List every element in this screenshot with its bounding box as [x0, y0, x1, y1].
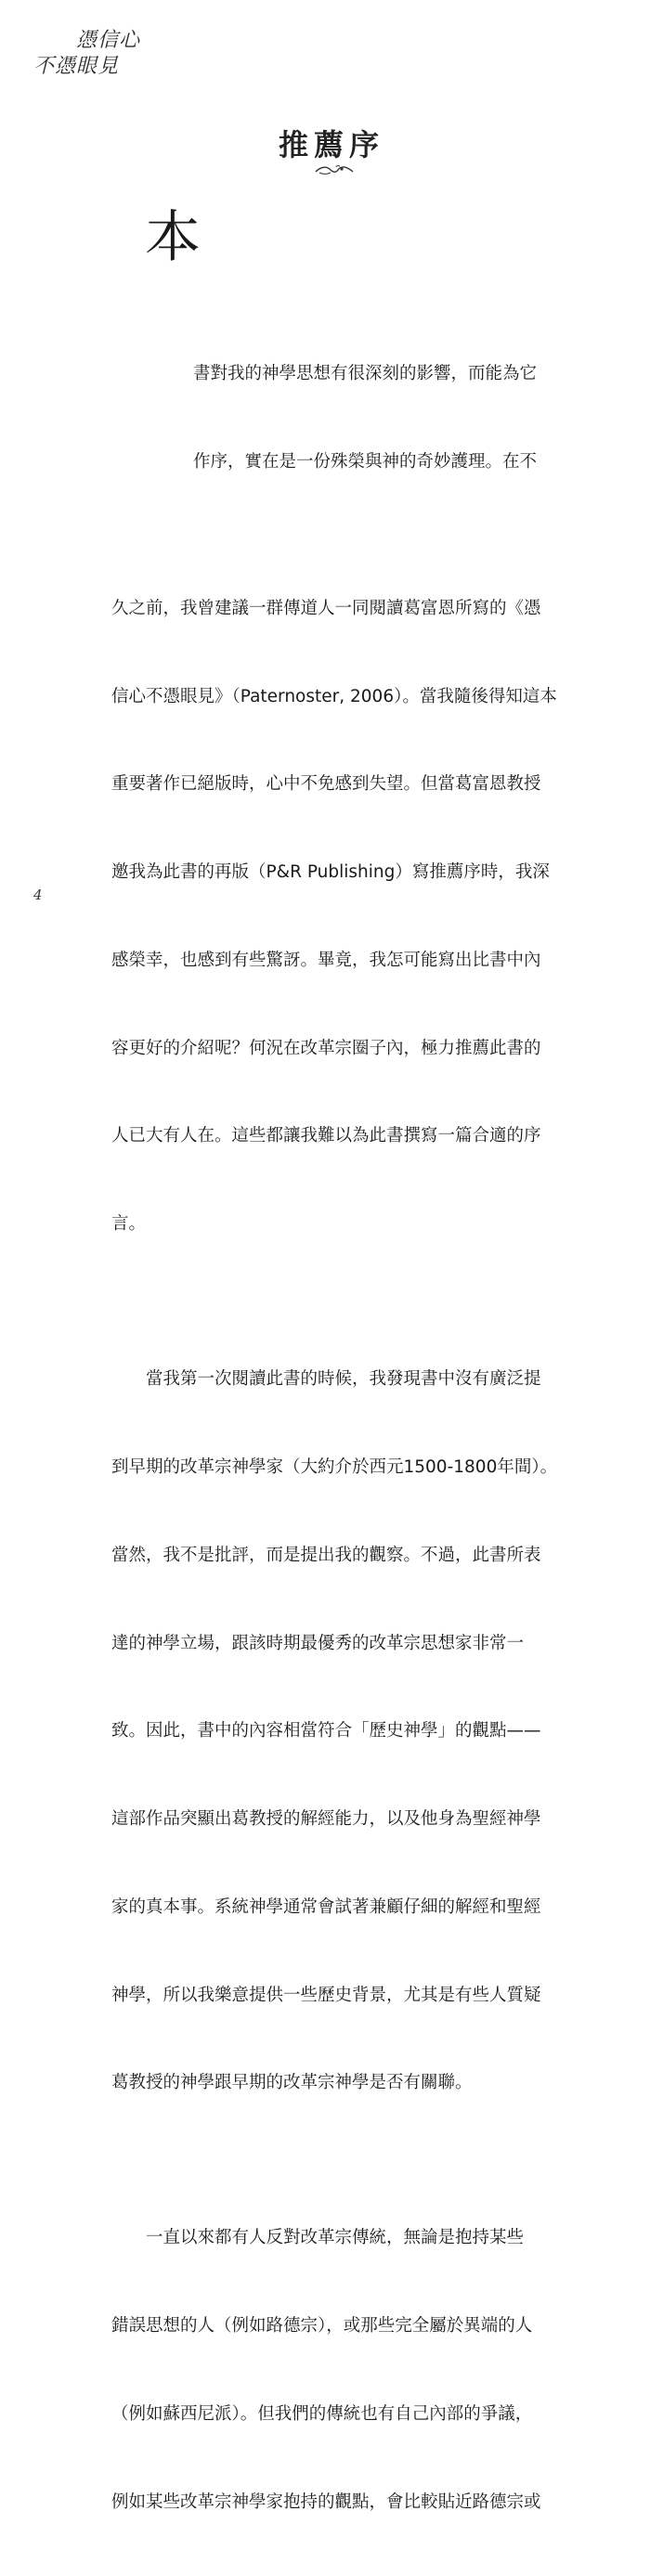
text-line: 神學，所以我樂意提供一些歷史背景，尤其是有些人質疑: [111, 1985, 541, 2005]
text-line: 一直以來都有人反對改革宗傳統，無論是抱持某些: [111, 2228, 525, 2248]
paragraph-2: [111, 1306, 559, 2156]
text-line: 言。: [111, 1214, 147, 1235]
text-line: 重要著作已絕版時，心中不免感到失望。但當葛富恩教授: [111, 774, 541, 795]
running-head-line-1: 憑信心: [76, 29, 141, 52]
page-title: 推薦序: [278, 127, 384, 162]
text-line: 書對我的神學思想有很深刻的影響，而能為它: [193, 363, 538, 383]
text-line: 這部作品突顯出葛教授的解經能力，以及他身為聖經神學: [111, 1809, 541, 1830]
text-line: 邀我為此書的再版（P&R Publishing）寫推薦序時，我深: [111, 862, 550, 883]
text-line: 到早期的改革宗神學家（大約介於西元1500-1800年間）。: [111, 1456, 558, 1477]
text-line: 作序，實在是一份殊榮與神的奇妙護理。在不: [193, 451, 538, 472]
paragraph-3: [111, 2165, 559, 2575]
page-number: 4: [33, 887, 43, 903]
text-line: 感榮幸，也感到有些驚訝。畢竟，我怎可能寫出比書中內: [111, 950, 541, 970]
text-line: 達的神學立場，跟該時期最優秀的改革宗思想家非常一: [111, 1633, 525, 1653]
text-line: 例如某些改革宗神學家抱持的觀點，會比較貼近路德宗或: [111, 2492, 541, 2512]
text-line: 家的真本事。系統神學通常會試著兼顧仔細的解經和聖經: [111, 1896, 541, 1917]
text-line: 信心不憑眼見》（Paternoster, 2006）。當我隨後得知這本: [111, 686, 557, 706]
paragraph-1-lead: [193, 301, 559, 536]
text-line: 葛教授的神學跟早期的改革宗神學是否有關聯。: [111, 2073, 473, 2093]
text-line: 容更好的介紹呢？何況在改革宗圈子內，極力推薦此書的: [111, 1038, 541, 1058]
running-head: [28, 24, 158, 80]
text-line: 人已大有人在。這些都讓我難以為此書撰寫一篇合適的序: [111, 1126, 541, 1146]
running-head-line-2: 不憑眼見: [33, 55, 120, 78]
paragraph-1: [111, 205, 559, 1298]
text-line: （例如蘇西尼派）。但我們的傳統也有自己內部的爭議，: [111, 2403, 533, 2424]
text-line: 當然，我不是批評，而是提出我的觀察。不過，此書所表: [111, 1545, 541, 1565]
text-line: 當我第一次閱讀此書的時候，我發現書中沒有廣泛提: [111, 1369, 541, 1390]
text-line: 久之前，我曾建議一群傳道人一同閱讀葛富恩所寫的《憑: [111, 598, 541, 618]
drop-cap: 本: [145, 205, 201, 270]
text-line: 致。因此，書中的內容相當符合「歷史神學」的觀點——: [111, 1721, 541, 1741]
flourish-ornament-icon: [314, 163, 355, 176]
body-text: [111, 205, 559, 2576]
text-line: 錯誤思想的人（例如路德宗），或那些完全屬於異端的人: [111, 2316, 533, 2337]
